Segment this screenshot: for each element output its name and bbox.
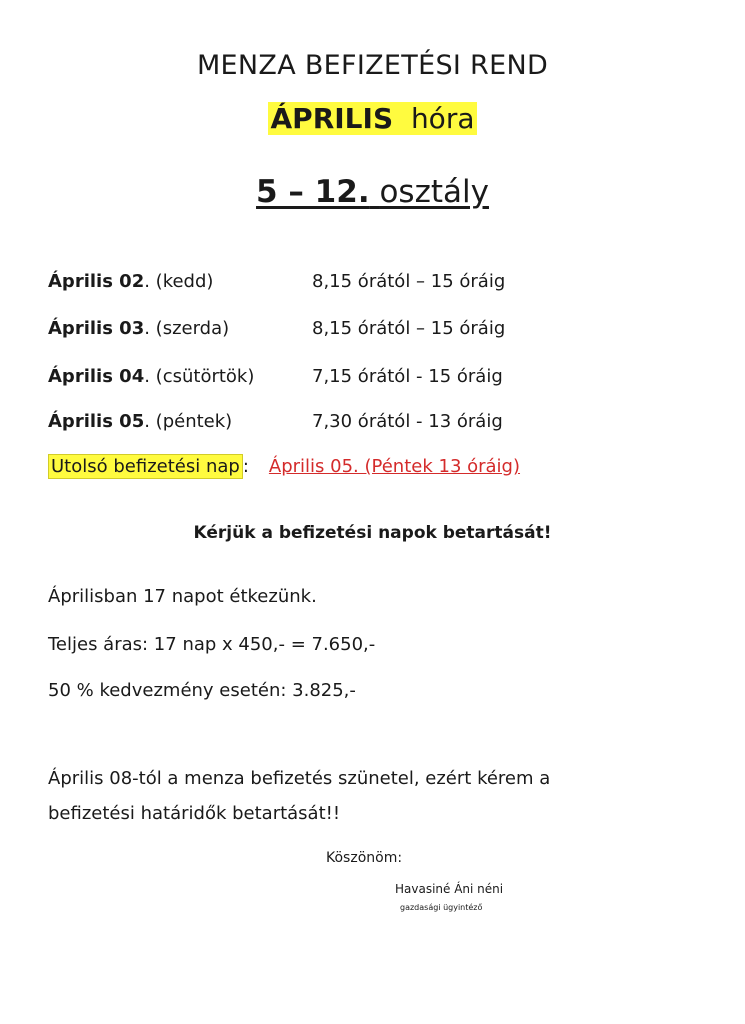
deadline-label: Utolsó befizetési nap	[48, 454, 243, 479]
notice-line-1: Április 08-tól a menza befizetés szünetel, ezért kérem a	[48, 768, 551, 789]
schedule-date: Április 02. (kedd)	[48, 271, 214, 292]
schedule-row	[48, 271, 648, 295]
grade-range: 5 – 12.	[256, 174, 370, 210]
deadline-colon: :	[242, 456, 249, 477]
month-heading	[0, 102, 745, 135]
grade-heading	[0, 174, 745, 210]
thanks-text: Köszönöm:	[326, 850, 403, 866]
full-price-info: Teljes áras: 17 nap x 450,- = 7.650,-	[48, 634, 376, 655]
month-suffix: hóra	[410, 102, 475, 135]
month-name: ÁPRILIS	[270, 102, 394, 135]
schedule-row	[48, 366, 648, 390]
signature-name: Havasiné Áni néni	[395, 882, 504, 896]
schedule-date: Április 04. (csütörtök)	[48, 366, 255, 387]
schedule-time: 7,30 órától - 13 óráig	[312, 411, 503, 432]
deadline-line	[48, 456, 520, 477]
schedule-date: Április 05. (péntek)	[48, 411, 233, 432]
deadline-value: Április 05. (Péntek 13 óráig)	[268, 456, 521, 477]
notice-line-2: befizetési határidők betartását!!	[48, 803, 341, 824]
days-info: Áprilisban 17 napot étkezünk.	[48, 586, 317, 607]
schedule-row	[48, 411, 648, 435]
schedule-date: Április 03. (szerda)	[48, 318, 230, 339]
schedule-time: 8,15 órától – 15 óráig	[312, 318, 506, 339]
schedule-time: 7,15 órától - 15 óráig	[312, 366, 503, 387]
schedule-time: 8,15 órától – 15 óráig	[312, 271, 506, 292]
request-text: Kérjük a befizetési napok betartását!	[193, 523, 552, 543]
signature-role: gazdasági ügyintéző	[400, 903, 483, 912]
discount-info: 50 % kedvezmény esetén: 3.825,-	[48, 680, 356, 701]
page-title: MENZA BEFIZETÉSI REND	[196, 50, 549, 81]
month-highlight	[268, 102, 478, 135]
grade-suffix: osztály	[379, 174, 489, 210]
schedule-row	[48, 318, 648, 342]
